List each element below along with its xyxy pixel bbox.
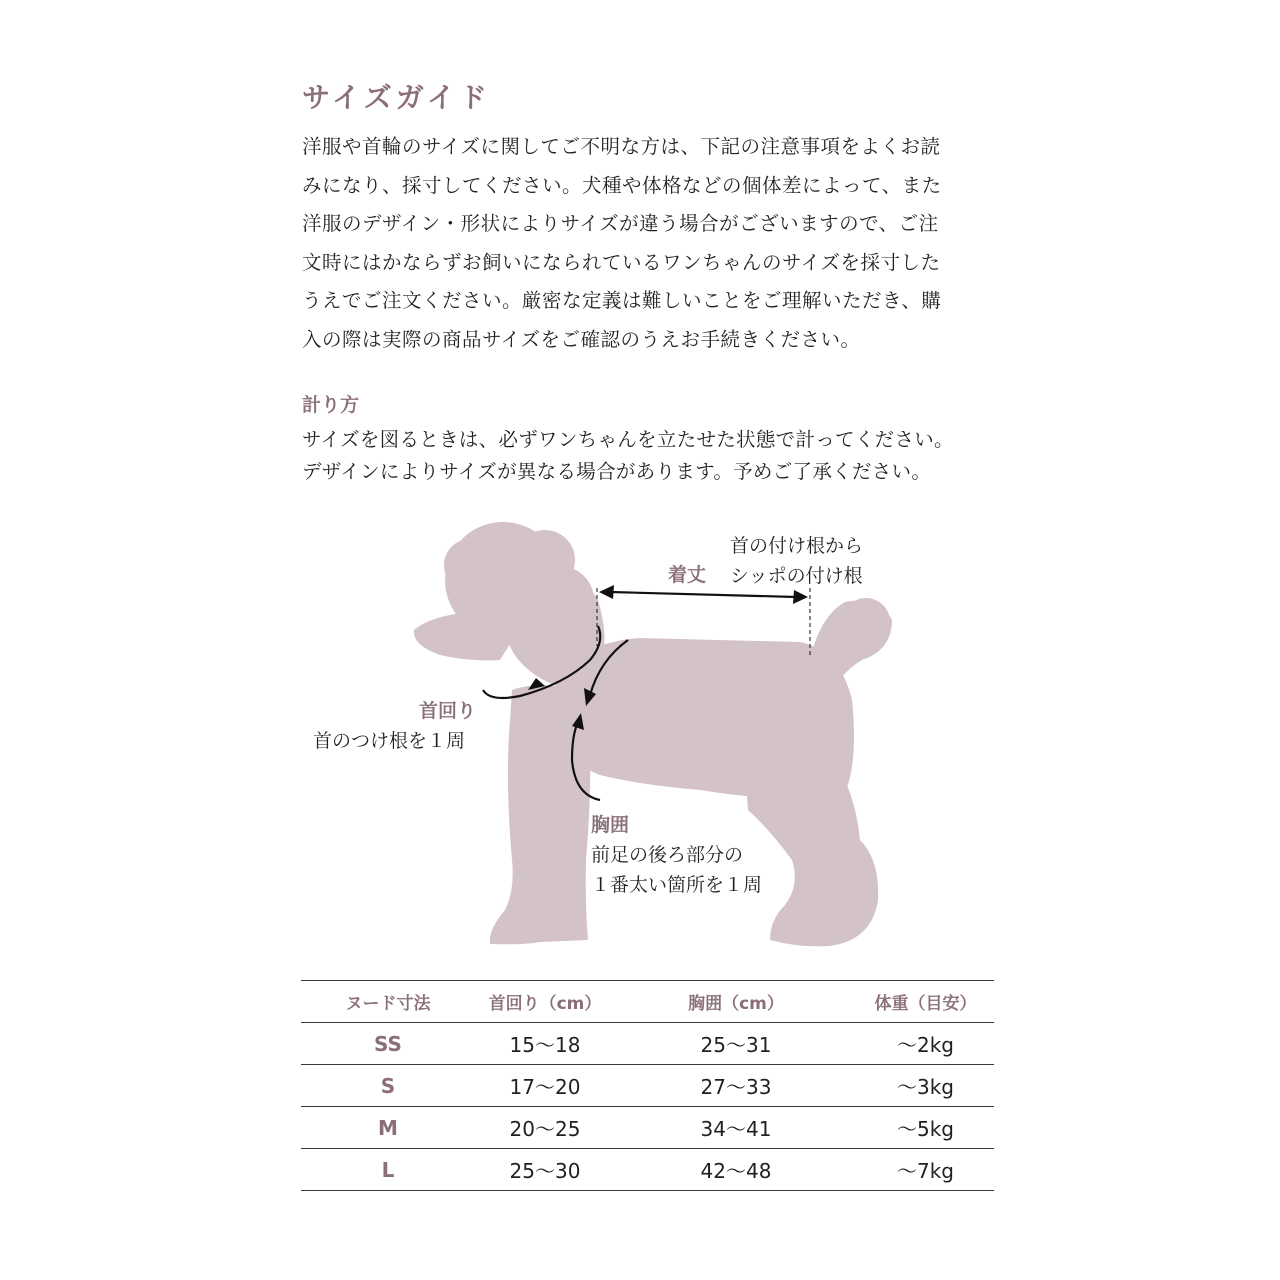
cell-size: SS: [301, 1023, 475, 1065]
page-title: サイズガイド: [302, 81, 491, 114]
length-label: 着丈: [668, 564, 707, 586]
cell-neck: 15～18: [475, 1023, 615, 1065]
cell-size: M: [301, 1107, 475, 1149]
length-desc-line-2: シッポの付け根: [730, 565, 863, 587]
howto-heading: 計り方: [302, 394, 360, 416]
cell-neck: 20～25: [475, 1107, 615, 1149]
cell-weight: ～7kg: [857, 1149, 994, 1191]
chest-desc-line-1: 前足の後ろ部分の: [591, 844, 744, 866]
table-row: [301, 1107, 994, 1149]
col-header-weight: 体重（目安）: [857, 981, 994, 1023]
size-table: [301, 980, 994, 1191]
cell-weight: ～5kg: [857, 1107, 994, 1149]
neck-label: 首回り: [419, 700, 477, 722]
col-header-chest: 胸囲（cm）: [615, 981, 857, 1023]
cell-size: L: [301, 1149, 475, 1191]
cell-chest: 42～48: [615, 1149, 857, 1191]
howto-line: デザインによりサイズが異なる場合があります。予めご了承ください。: [302, 460, 932, 483]
cell-chest: 34～41: [615, 1107, 857, 1149]
intro-line: 洋服や首輪のサイズに関してご不明な方は、下記の注意事項をよくお読: [302, 135, 941, 158]
chest-label: 胸囲: [591, 814, 630, 836]
col-header-neck: 首回り（cm）: [475, 981, 615, 1023]
intro-line: 入の際は実際の商品サイズをご確認のうえお手続きください。: [302, 327, 861, 351]
table-row: [301, 1023, 994, 1065]
neck-desc: 首のつけ根を１周: [313, 730, 466, 752]
intro-line: 文時にはかならずお飼いになられているワンちゃんのサイズを採寸した: [302, 250, 941, 274]
col-header-size: ヌード寸法: [301, 981, 475, 1023]
cell-size: S: [301, 1065, 475, 1107]
length-desc-line-1: 首の付け根から: [730, 535, 864, 557]
cell-chest: 25～31: [615, 1023, 857, 1065]
chest-desc-line-2: １番太い箇所を１周: [591, 874, 763, 896]
cell-weight: ～3kg: [857, 1065, 994, 1107]
howto-line: サイズを図るときは、必ずワンちゃんを立たせた状態で計ってください。: [302, 428, 954, 451]
intro-line: 洋服のデザイン・形状によりサイズが違う場合がございますので、ご注: [302, 212, 939, 235]
table-row: [301, 1065, 994, 1107]
cell-weight: ～2kg: [857, 1023, 994, 1065]
cell-neck: 17～20: [475, 1065, 615, 1107]
intro-line: みになり、採寸してください。犬種や体格などの個体差によって、また: [302, 173, 942, 197]
table-header-row: [301, 981, 994, 1023]
cell-chest: 27～33: [615, 1065, 857, 1107]
table-row: [301, 1149, 994, 1191]
intro-line: うえでご注文ください。厳密な定義は難しいことをご理解いただき、購: [302, 289, 942, 312]
cell-neck: 25～30: [475, 1149, 615, 1191]
